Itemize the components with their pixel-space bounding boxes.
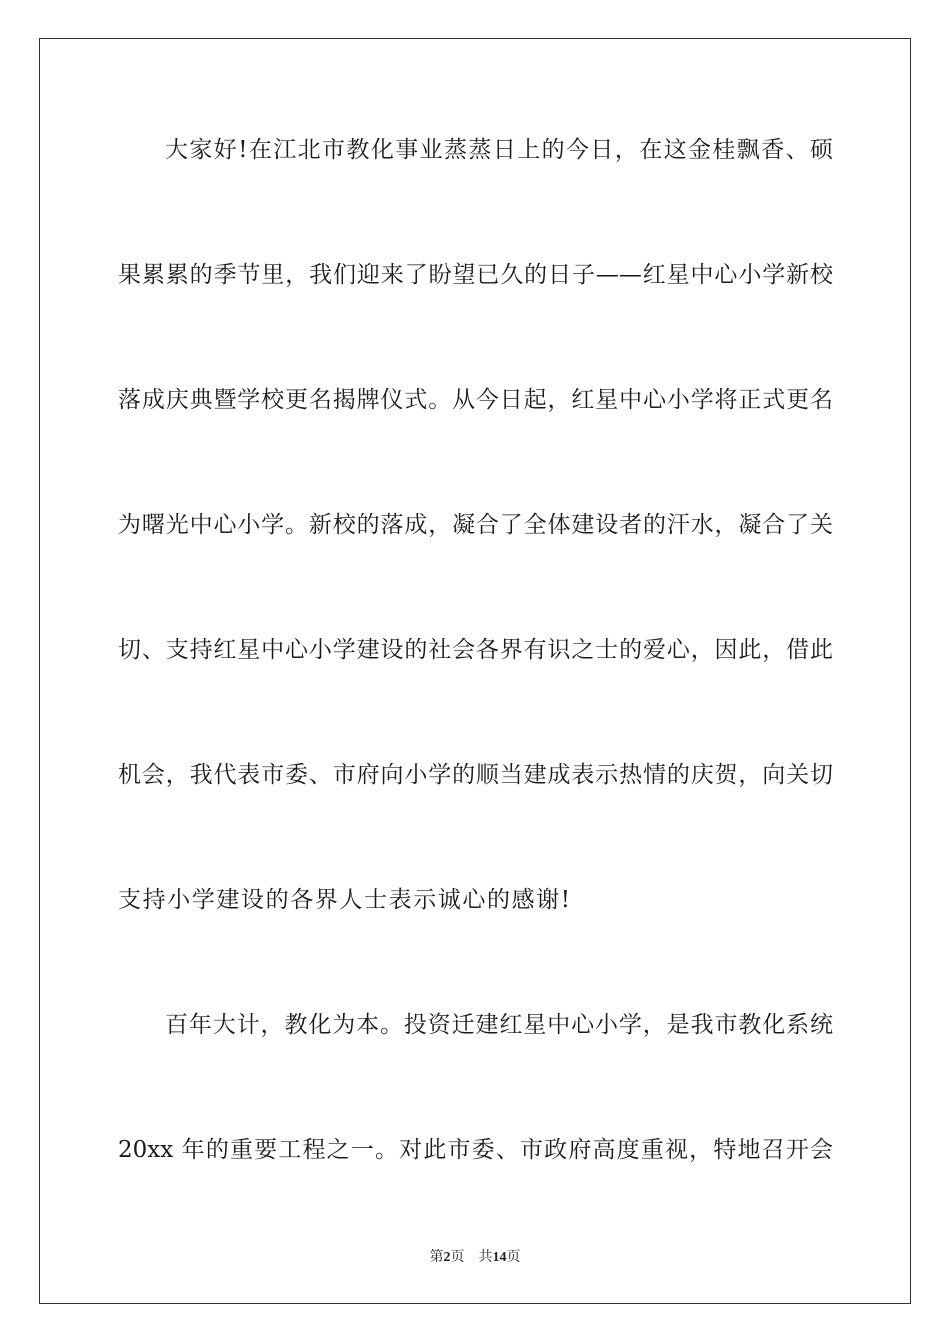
page-number: 2 xyxy=(443,1250,451,1265)
paragraph-2-line-1: 百年大计，教化为本。投资迁建红星中心小学，是我市教化系统 xyxy=(165,1012,833,1038)
paragraph-1-line-5: 切、支持红星中心小学建设的社会各界有识之士的爱心，因此，借此 xyxy=(118,637,833,663)
paragraph-1-line-2: 果累累的季节里，我们迎来了盼望已久的日子——红星中心小学新校 xyxy=(118,262,833,288)
page-label-prefix: 第 xyxy=(429,1250,444,1265)
page-label-suffix: 页 xyxy=(450,1250,465,1265)
page-footer xyxy=(0,1246,950,1266)
paragraph-1-line-6: 机会，我代表市委、市府向小学的顺当建成表示热情的庆贺，向关切 xyxy=(118,762,833,788)
total-label-suffix: 页 xyxy=(506,1250,521,1265)
page-border xyxy=(39,38,911,1304)
total-label-prefix: 共 xyxy=(478,1250,493,1265)
paragraph-1-line-4: 为曙光中心小学。新校的落成，凝合了全体建设者的汗水，凝合了关 xyxy=(118,512,833,538)
total-pages: 14 xyxy=(492,1250,507,1265)
paragraph-2-line-2: 20xx 年的重要工程之一。对此市委、市政府高度重视，特地召开会 xyxy=(118,1137,833,1163)
paragraph-1-line-7: 支持小学建设的各界人士表示诚心的感谢! xyxy=(118,887,572,913)
paragraph-1-line-3: 落成庆典暨学校更名揭牌仪式。从今日起，红星中心小学将正式更名 xyxy=(118,387,833,413)
paragraph-1-line-1: 大家好!在江北市教化事业蒸蒸日上的今日，在这金桂飘香、硕 xyxy=(165,137,833,163)
